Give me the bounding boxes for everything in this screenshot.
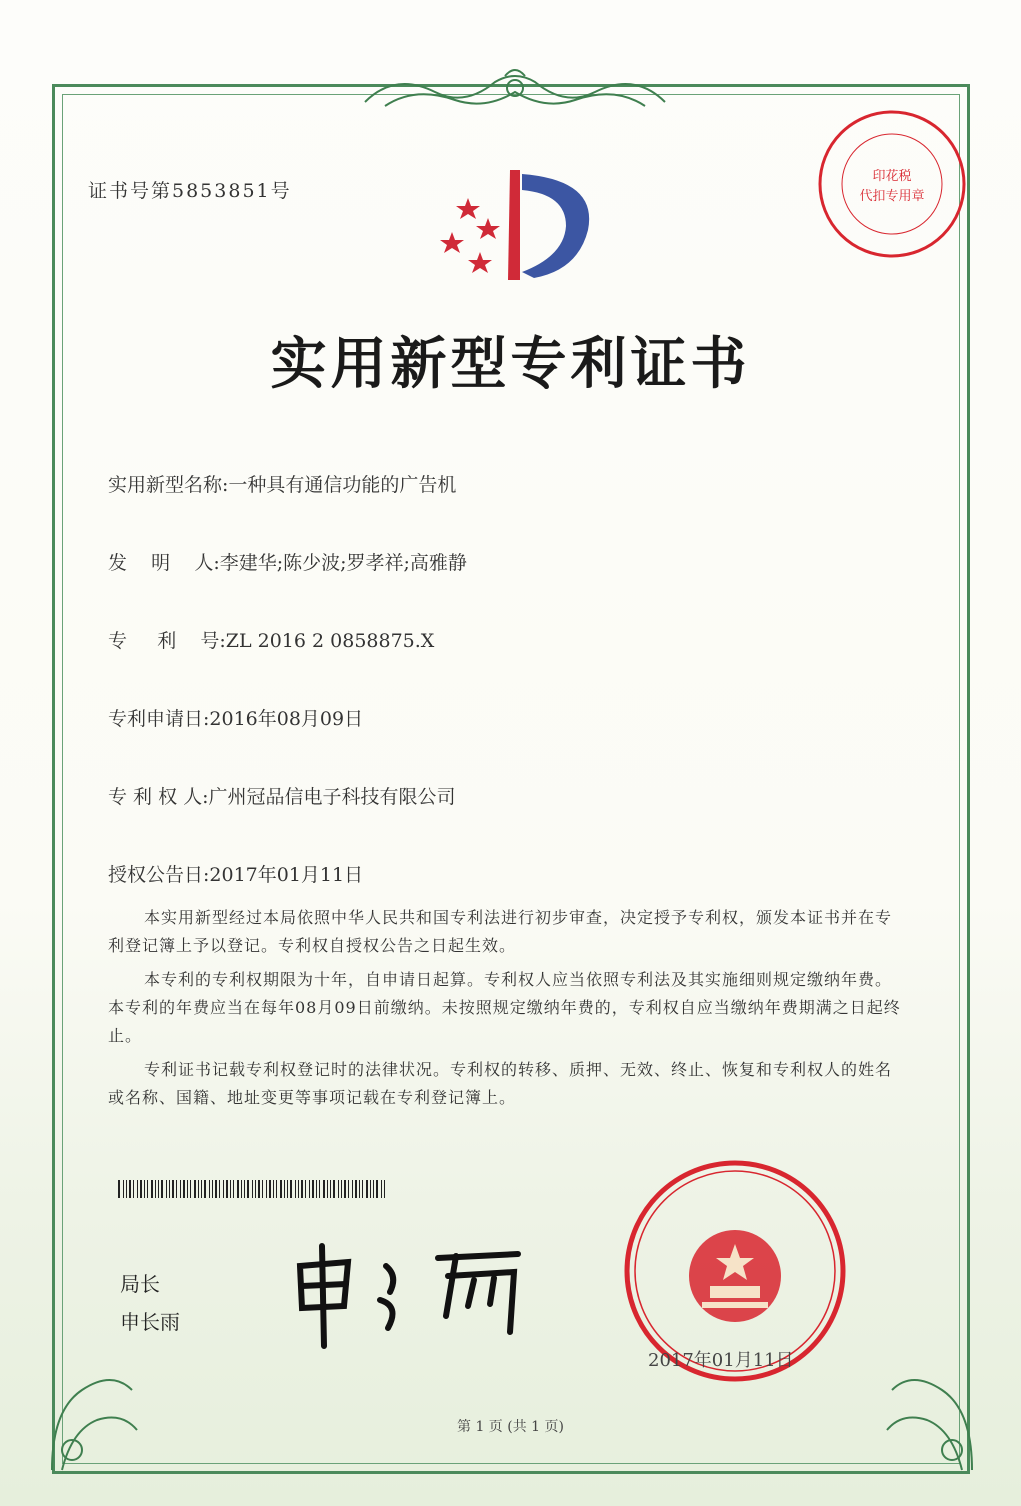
field-value: ZL 2016 2 0858875.X: [225, 630, 435, 652]
certificate-number: 证书号第5853851号: [88, 180, 292, 202]
page-footer: 第 1 页 (共 1 页): [457, 1419, 564, 1435]
field-patentee: [108, 782, 456, 809]
svg-text:印花税: 印花税: [872, 169, 912, 184]
field-value: 2016年08月09日: [209, 708, 364, 730]
body-paragraph: 本实用新型经过本局依照中华人民共和国专利法进行初步审查，决定授予专利权，颁发本证书并在专利登记簿上予以登记。专利权自授权公告之日起生效。: [108, 908, 893, 955]
top-ornament-icon: [355, 62, 675, 118]
field-label: 专 利 权 人:: [108, 786, 209, 808]
field-value: 2017年01月11日: [209, 864, 364, 886]
patent-office-logo-icon: [438, 160, 608, 290]
field-label: 授权公告日:: [108, 864, 210, 886]
field-label: 实用新型名称:: [108, 474, 229, 496]
certificate-body: [108, 904, 908, 1118]
field-value: 一种具有通信功能的广告机: [228, 474, 457, 496]
field-label: 专利申请日:: [108, 708, 210, 730]
body-paragraph: 本专利的专利权期限为十年，自申请日起算。专利权人应当依照专利法及其实施细则规定缴纳年费。本专利的年费应当在每年08月09日前缴纳。未按照规定缴纳年费的，专利权自应当缴纳年费期满之日起终止。: [108, 970, 901, 1045]
field-grant-date: [108, 860, 363, 887]
seal-date: 2017年01月11日: [648, 1350, 794, 1371]
field-label: 专 利 号:: [108, 630, 226, 652]
field-application-date: [108, 704, 363, 731]
certificate-title: 实用新型专利证书: [270, 331, 751, 397]
field-value: 李建华;陈少波;罗孝祥;高雅静: [219, 552, 467, 574]
barcode-icon: [118, 1180, 388, 1198]
field-patent-number: [108, 626, 434, 653]
field-label: 发 明 人:: [108, 552, 220, 574]
body-paragraph: 专利证书记载专利权登记时的法律状况。专利权的转移、质押、无效、终止、恢复和专利权人的姓名或名称、国籍、地址变更等事项记载在专利登记簿上。: [108, 1060, 893, 1107]
director-title: 局长: [120, 1272, 160, 1296]
field-inventors: [108, 548, 467, 575]
svg-text:代扣专用章: 代扣专用章: [859, 189, 925, 204]
signature-icon: [288, 1236, 538, 1356]
director-name: 申长雨: [120, 1310, 180, 1334]
bottom-right-ornament-icon: [872, 1350, 982, 1480]
field-value: 广州冠品信电子科技有限公司: [208, 786, 456, 808]
bottom-left-ornament-icon: [42, 1350, 152, 1480]
field-name: [108, 470, 456, 497]
tax-seal-icon: [814, 106, 970, 262]
